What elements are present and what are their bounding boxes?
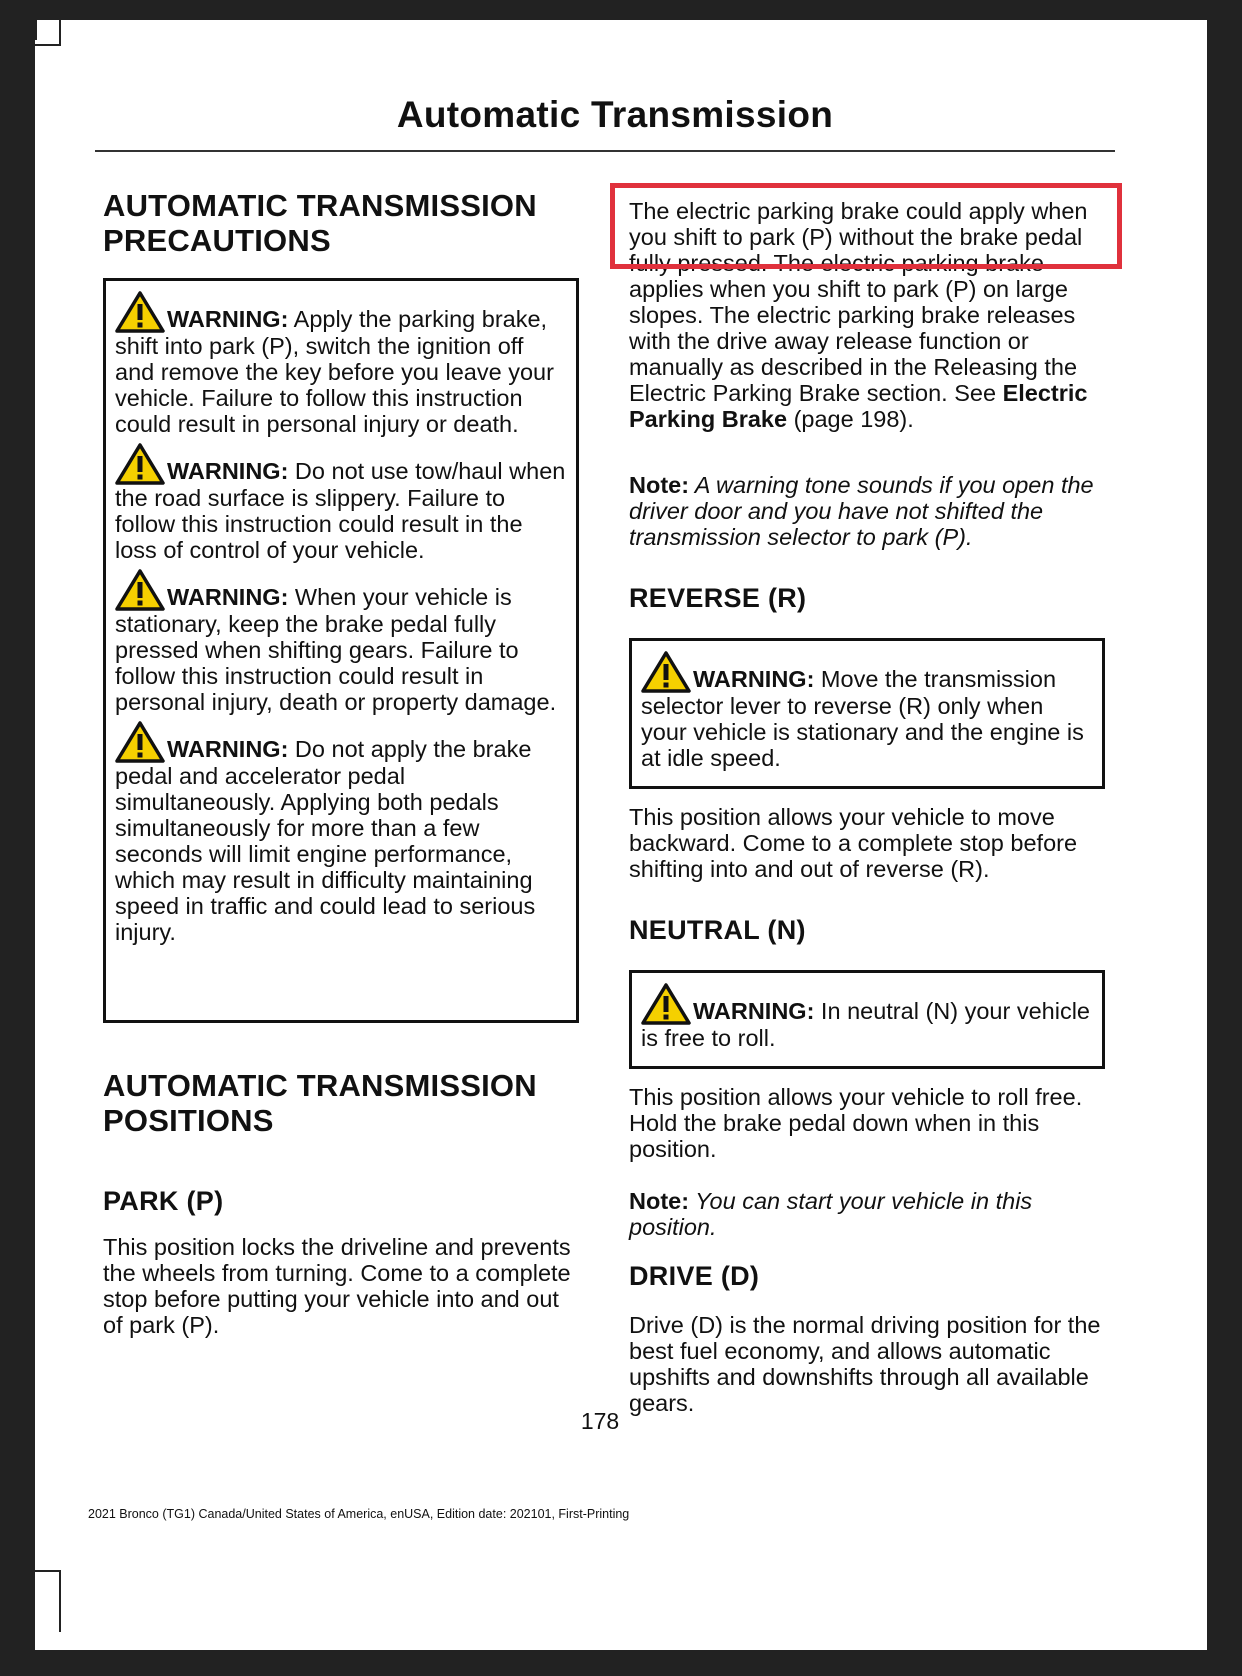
park-text: This position locks the driveline and prevents the wheels from turning. Come to a complete stop before putting your vehicle into and out of park (P). xyxy=(103,1234,571,1338)
note-start xyxy=(629,1188,1105,1240)
warning-triangle-icon xyxy=(641,651,691,693)
precautions-heading-line2: PRECAUTIONS xyxy=(103,223,331,258)
warning-triangle-icon xyxy=(115,569,165,611)
reverse-text: This position allows your vehicle to move backward. Come to a complete stop before shifting into and out of reverse (R). xyxy=(629,804,1078,882)
note-text: A warning tone sounds if you open the driver door and you have not shifted the transmission selector to park (P). xyxy=(629,472,1094,550)
warning-text: Do not use tow/haul when the road surface is slippery. Failure to follow this instruction could result in the loss of control of your vehicle. xyxy=(115,458,566,563)
warning-text: Do not apply the brake pedal and accelerator pedal simultaneously. Applying both pedals simultaneously for more than a few seconds will limit engine performance, which may result in difficulty maintaining speed in traffic and could lead to serious injury. xyxy=(115,736,536,945)
warning-item xyxy=(115,721,567,945)
warning-text: Move the transmission selector lever to reverse (R) only when your vehicle is stationary and the engine is at idle speed. xyxy=(641,666,1084,771)
note-label: Note: xyxy=(629,1188,690,1214)
reverse-heading: REVERSE (R) xyxy=(629,583,807,613)
warning-label: WARNING: xyxy=(693,998,815,1024)
neutral-heading: NEUTRAL (N) xyxy=(629,915,806,945)
neutral-text: This position allows your vehicle to roll free. Hold the brake pedal down when in this position. xyxy=(629,1084,1083,1162)
drive-text: Drive (D) is the normal driving position for the best fuel economy, and allows automatic upshifts and downshifts through all available gears. xyxy=(629,1312,1101,1416)
note-text: You can start your vehicle in this position. xyxy=(629,1188,1033,1240)
warning-item xyxy=(115,569,567,715)
epb-page-ref: (page 198). xyxy=(787,406,914,432)
park-heading: PARK (P) xyxy=(103,1186,224,1216)
warning-text: In neutral (N) your vehicle is free to roll. xyxy=(641,998,1090,1051)
warning-item xyxy=(115,443,567,563)
note-label: Note: xyxy=(629,472,690,498)
warning-label: WARNING: xyxy=(693,666,815,692)
warning-triangle-icon xyxy=(115,443,165,485)
warning-item xyxy=(115,291,567,437)
warning-item xyxy=(641,983,1093,1051)
warning-text: When your vehicle is stationary, keep the brake pedal fully pressed when shifting gears. Failure to follow this instruction could result in personal injury, death or property damage. xyxy=(115,584,557,715)
warning-label: WARNING: xyxy=(167,736,289,762)
drive-heading: DRIVE (D) xyxy=(629,1261,760,1291)
precautions-heading-line1: AUTOMATIC TRANSMISSION xyxy=(103,188,537,223)
warning-label: WARNING: xyxy=(167,458,289,484)
warning-triangle-icon xyxy=(641,983,691,1025)
page-number: 178 xyxy=(580,1408,620,1434)
positions-heading-line1: AUTOMATIC TRANSMISSION xyxy=(103,1068,537,1103)
positions-heading-line2: POSITIONS xyxy=(103,1103,274,1138)
reverse-warning-box xyxy=(629,638,1105,789)
warning-label: WARNING: xyxy=(167,584,289,610)
warning-triangle-icon xyxy=(115,291,165,333)
crop-mark-top-left xyxy=(35,20,61,46)
warning-item xyxy=(641,651,1093,771)
note-tone xyxy=(629,472,1105,550)
title-rule xyxy=(95,150,1115,152)
warning-triangle-icon xyxy=(115,721,165,763)
page-title: Automatic Transmission xyxy=(396,94,834,135)
crop-mark-bottom-left xyxy=(35,1570,61,1632)
highlight-box xyxy=(610,183,1122,269)
footer: 2021 Bronco (TG1) Canada/United States of America, enUSA, Edition date: 202101, First-Printing xyxy=(88,1507,630,1521)
warning-label: WARNING: xyxy=(167,306,289,332)
epb-text: The electric parking brake could apply when you shift to park (P) without the brake pedal fully pressed. The electric parking brake applies when you shift to park (P) on large slopes. The electric parking brake releases with the drive away release function or manually as described in the Releasing the Electric Parking Brake section. See xyxy=(629,198,1088,406)
epb-cross-reference[interactable]: Electric Parking Brake xyxy=(629,380,1088,432)
precautions-warning-box xyxy=(103,278,579,1023)
neutral-warning-box xyxy=(629,970,1105,1069)
manual-page xyxy=(35,20,1207,1650)
warning-text: Apply the parking brake, shift into park (P), switch the ignition off and remove the key before you leave your vehicle. Failure to follow this instruction could result in personal injury or death. xyxy=(115,306,554,437)
